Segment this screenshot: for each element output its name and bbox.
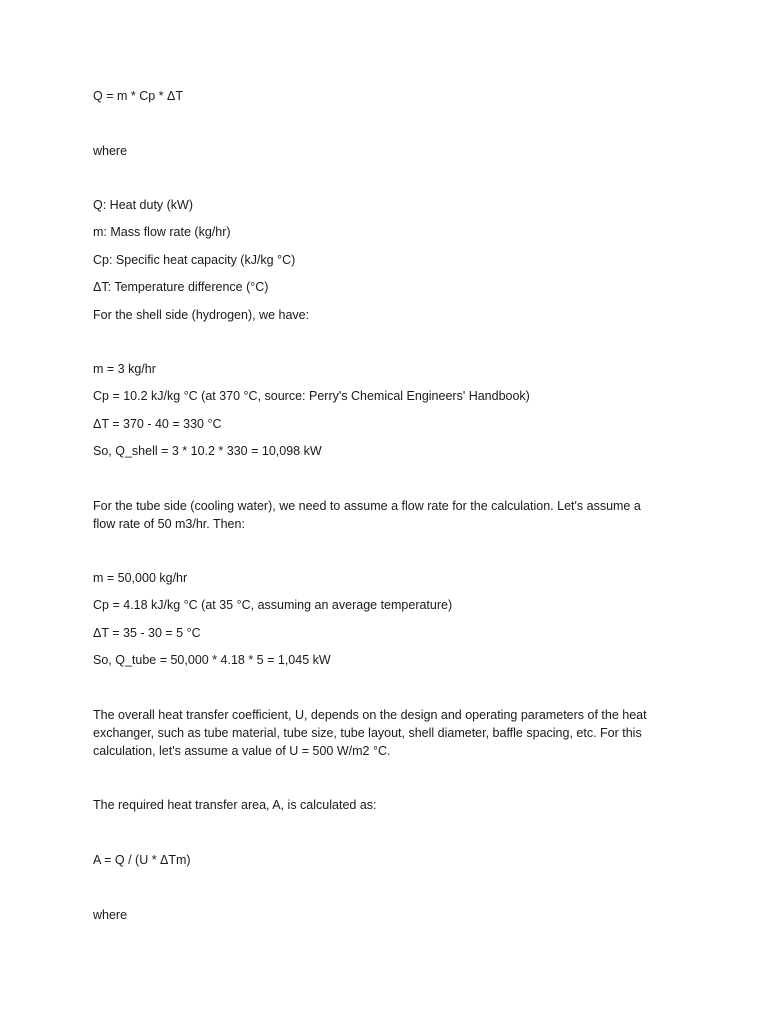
u-coefficient-line: calculation, let's assume a value of U = 500 W/m2 °C. bbox=[93, 744, 391, 758]
area-intro: The required heat transfer area, A, is calculated as: bbox=[93, 798, 377, 812]
definition-dt: ΔT: Temperature difference (°C) bbox=[93, 280, 269, 294]
definition-q: Q: Heat duty (kW) bbox=[93, 198, 194, 212]
shell-side-intro: For the shell side (hydrogen), we have: bbox=[93, 308, 310, 322]
tube-side-intro-line: flow rate of 50 m3/hr. Then: bbox=[93, 517, 245, 531]
shell-temperature-difference: ΔT = 370 - 40 = 330 °C bbox=[93, 417, 222, 431]
area-equation: A = Q / (U * ΔTm) bbox=[93, 853, 191, 867]
shell-mass-flow: m = 3 kg/hr bbox=[93, 362, 156, 376]
definition-m: m: Mass flow rate (kg/hr) bbox=[93, 225, 231, 239]
definition-cp: Cp: Specific heat capacity (kJ/kg °C) bbox=[93, 253, 296, 267]
u-coefficient-paragraph bbox=[93, 706, 683, 760]
tube-side-intro-paragraph bbox=[93, 497, 683, 533]
tube-mass-flow: m = 50,000 kg/hr bbox=[93, 571, 188, 585]
tube-temperature-difference: ΔT = 35 - 30 = 5 °C bbox=[93, 626, 201, 640]
where-label: where bbox=[93, 144, 128, 158]
where-label: where bbox=[93, 908, 128, 922]
shell-specific-heat: Cp = 10.2 kJ/kg °C (at 370 °C, source: Perry's Chemical Engineers' Handbook) bbox=[93, 389, 530, 403]
tube-specific-heat: Cp = 4.18 kJ/kg °C (at 35 °C, assuming an average temperature) bbox=[93, 598, 453, 612]
shell-heat-duty: So, Q_shell = 3 * 10.2 * 330 = 10,098 kW bbox=[93, 444, 322, 458]
heat-duty-equation: Q = m * Cp * ΔT bbox=[93, 89, 183, 103]
u-coefficient-line: exchanger, such as tube material, tube size, tube layout, shell diameter, baffle spacing, etc. For this bbox=[93, 726, 642, 740]
tube-side-intro-line: For the tube side (cooling water), we need to assume a flow rate for the calculation. Let's assume a bbox=[93, 499, 641, 513]
u-coefficient-line: The overall heat transfer coefficient, U, depends on the design and operating parameters of the heat bbox=[93, 708, 647, 722]
tube-heat-duty: So, Q_tube = 50,000 * 4.18 * 5 = 1,045 kW bbox=[93, 653, 331, 667]
